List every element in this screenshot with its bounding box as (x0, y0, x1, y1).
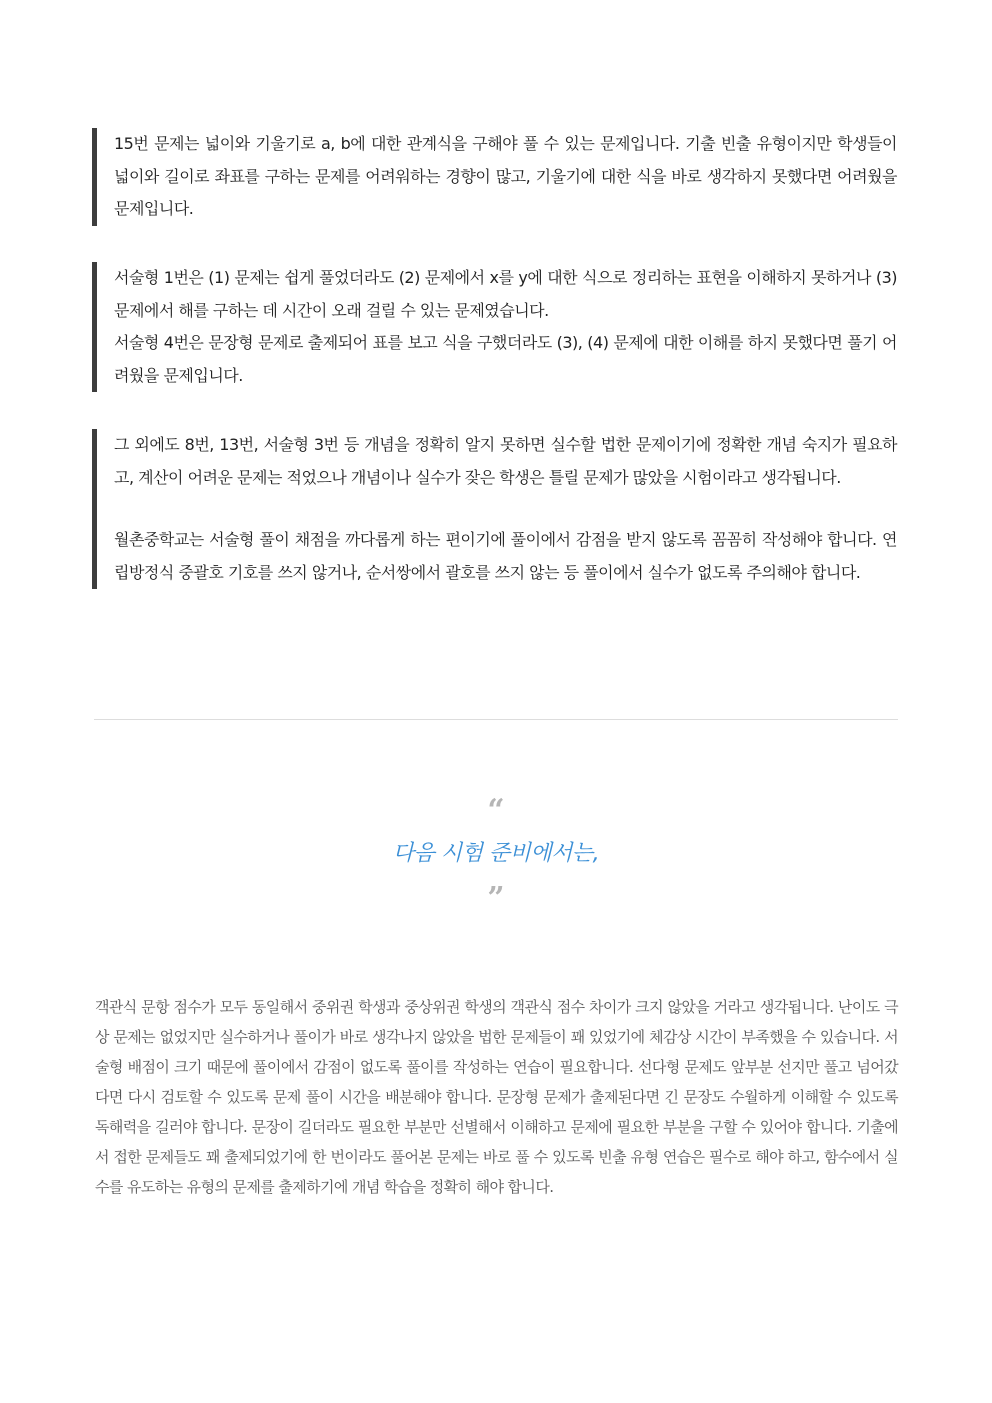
section-divider (94, 719, 898, 720)
analysis-block-2 (92, 262, 897, 392)
section-heading: 다음 시험 준비에서는, (392, 841, 600, 866)
analysis-paragraph: 서술형 4번은 문장형 문제로 출제되어 표를 보고 식을 구했더라도 (3), (4) 문제에 대한 이해를 하지 못했다면 풀기 어려웠을 문제입니다. (114, 333, 897, 385)
analysis-block-1 (92, 128, 897, 226)
analysis-paragraph: 월촌중학교는 서술형 풀이 채점을 까다롭게 하는 편이기에 풀이에서 감점을 받지 않도록 꼼꼼히 작성해야 합니다. 연립방정식 중괄호 기호를 쓰지 않거나, 순서쌍에서 괄호를 쓰지 않는 등 풀이에서 실수가 없도록 주의해야 합니다. (114, 530, 897, 582)
analysis-paragraph: 서술형 1번은 (1) 문제는 쉽게 풀었더라도 (2) 문제에서 x를 y에 대한 식으로 정리하는 표현을 이해하지 못하거나 (3) 문제에서 해를 구하는 데 시간이 오래 걸릴 수 있는 문제였습니다. (114, 268, 897, 320)
analysis-paragraph: 15번 문제는 넓이와 기울기로 a, b에 대한 관계식을 구해야 풀 수 있는 문제입니다. 기출 빈출 유형이지만 학생들이 넓이와 길이로 좌표를 구하는 문제를 어려워하는 경향이 많고, 기울기에 대한 식을 바로 생각하지 못했다면 어려웠을 문제입니다. (114, 134, 897, 218)
summary-paragraph: 객관식 문항 점수가 모두 동일해서 중위권 학생과 중상위권 학생의 객관식 점수 차이가 크지 않았을 거라고 생각됩니다. 난이도 극상 문제는 없었지만 실수하거나 풀이가 바로 생각나지 않았을 법한 문제들이 꽤 있었기에 체감상 시간이 부족했을 수 있습니다. 서술형 배점이 크기 때문에 풀이에서 감점이 없도록 풀이를 작성하는 연습이 필요합니다. 선다형 문제도 앞부분 선지만 풀고 넘어갔다면 다시 검토할 수 있도록 문제 풀이 시간을 배분해야 합니다. 문장형 문제가 출제된다면 긴 문장도 수월하게 이해할 수 있도록 독해력을 길러야 합니다. 문장이 길더라도 필요한 부분만 선별해서 이해하고 문제에 필요한 부분을 구할 수 있어야 합니다. 기출에서 접한 문제들도 꽤 출제되었기에 한 번이라도 풀어본 문제는 바로 풀 수 있도록 빈출 유형 연습은 필수로 해야 하고, 함수에서 실수를 유도하는 유형의 문제를 출제하기에 개념 학습을 정확히 해야 합니다. (95, 998, 898, 1196)
analysis-paragraph: 그 외에도 8번, 13번, 서술형 3번 등 개념을 정확히 알지 못하면 실수할 법한 문제이기에 정확한 개념 숙지가 필요하고, 계산이 어려운 문제는 적었으나 개념이나 실수가 잦은 학생은 틀릴 문제가 많았을 시험이라고 생각됩니다. (114, 435, 897, 487)
analysis-block-3 (92, 429, 897, 589)
close-quote-icon: ” (487, 881, 505, 916)
open-quote-icon: “ (487, 793, 505, 828)
